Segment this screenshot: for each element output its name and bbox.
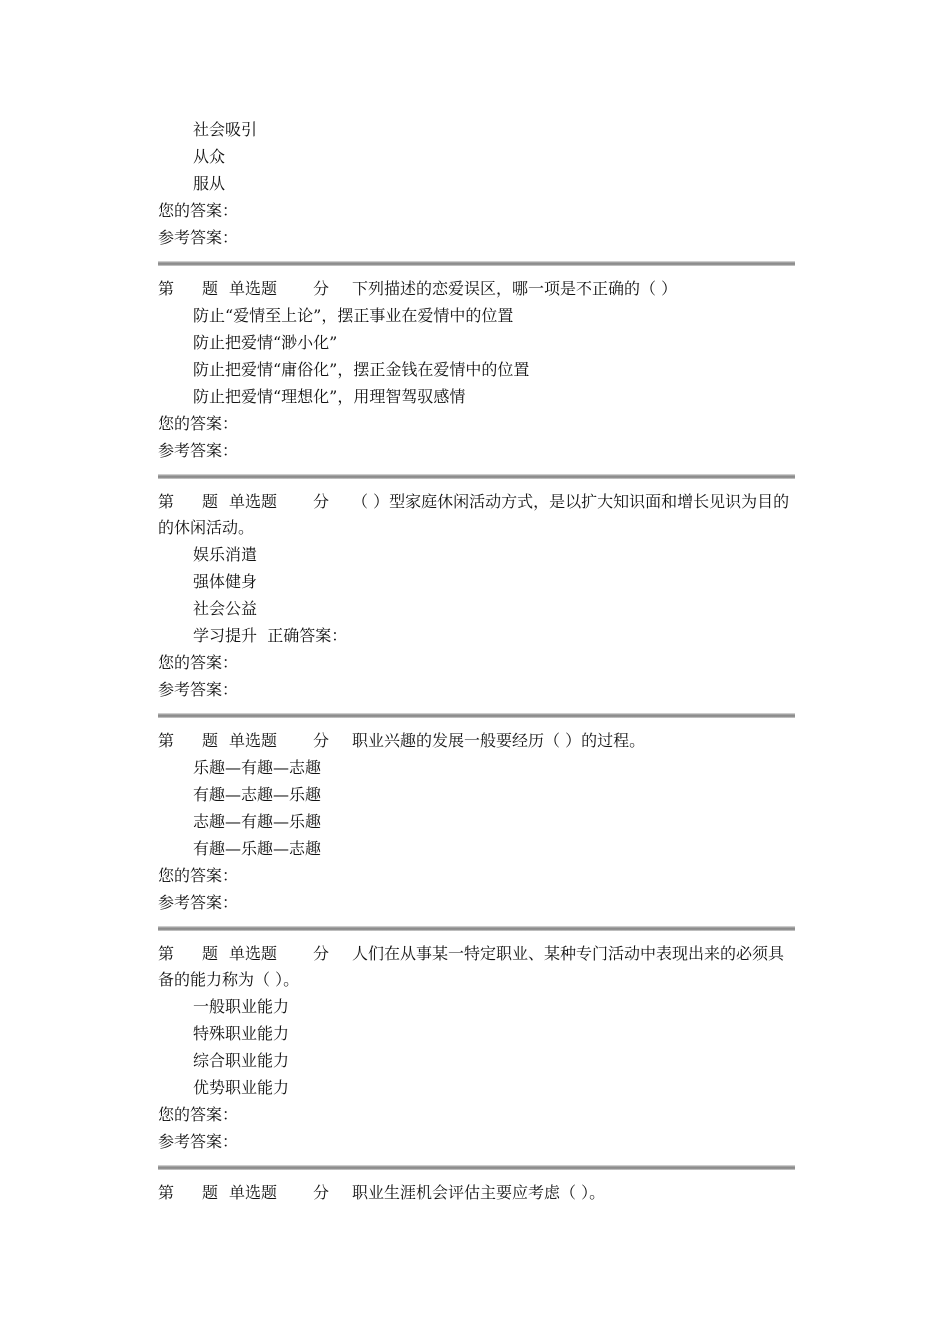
question-header	[158, 276, 795, 302]
question-type: 单选题	[229, 731, 278, 750]
question-suffix: 题	[202, 492, 219, 511]
divider	[158, 261, 795, 266]
quiz-page	[158, 116, 795, 1206]
option: 特殊职业能力	[193, 1024, 290, 1043]
option: 防止把爱情“理想化”，用理智驾驭感情	[193, 387, 466, 406]
option: 防止“爱情至上论”，摆正事业在爱情中的位置	[193, 306, 514, 325]
question-prefix: 第	[158, 1183, 175, 1202]
question-score: 分	[313, 944, 330, 963]
option: 强体健身	[193, 572, 258, 591]
question-header	[158, 941, 795, 993]
question-header	[158, 1180, 795, 1206]
option: 优势职业能力	[193, 1078, 290, 1097]
question-score: 分	[313, 492, 330, 511]
question-text: 职业兴趣的发展一般要经历（ ）的过程。	[352, 731, 646, 750]
your-answer-label: 您的答案：	[158, 414, 239, 433]
option: 从众	[193, 147, 226, 166]
divider	[158, 474, 795, 479]
question-type: 单选题	[229, 944, 278, 963]
option-with-correct-answer	[158, 622, 795, 649]
question-score: 分	[313, 1183, 330, 1202]
question-text: 人们在从事某一特定职业、某种专门活动中表现出来的必须具备的能力称为（ ）。	[158, 944, 785, 989]
question-score: 分	[313, 731, 330, 750]
question-type: 单选题	[229, 1183, 278, 1202]
question-prefix: 第	[158, 279, 175, 298]
option: 综合职业能力	[193, 1051, 290, 1070]
your-answer-label: 您的答案：	[158, 866, 239, 885]
question-suffix: 题	[202, 279, 219, 298]
option: 有趣—乐趣—志趣	[193, 839, 322, 858]
question-type: 单选题	[229, 279, 278, 298]
divider	[158, 713, 795, 718]
question-suffix: 题	[202, 944, 219, 963]
question-text: 职业生涯机会评估主要应考虑（ ）。	[352, 1183, 606, 1202]
your-answer-label: 您的答案：	[158, 1105, 239, 1124]
option: 服从	[193, 174, 226, 193]
question-score: 分	[313, 279, 330, 298]
reference-answer-label: 参考答案：	[158, 680, 239, 699]
question-suffix: 题	[202, 731, 219, 750]
divider	[158, 1165, 795, 1170]
option: 防止把爱情“庸俗化”，摆正金钱在爱情中的位置	[193, 360, 530, 379]
correct-answer-label: 正确答案：	[267, 626, 348, 645]
question-header	[158, 489, 795, 541]
your-answer-label: 您的答案：	[158, 653, 239, 672]
option: 社会公益	[193, 599, 258, 618]
reference-answer-label: 参考答案：	[158, 893, 239, 912]
option: 志趣—有趣—乐趣	[193, 812, 322, 831]
option: 学习提升	[193, 626, 258, 645]
reference-answer-label: 参考答案：	[158, 228, 239, 247]
option: 一般职业能力	[193, 997, 290, 1016]
question-prefix: 第	[158, 492, 175, 511]
your-answer-label: 您的答案：	[158, 201, 239, 220]
reference-answer-label: 参考答案：	[158, 1132, 239, 1151]
divider	[158, 926, 795, 931]
question-suffix: 题	[202, 1183, 219, 1202]
question-text: （ ）型家庭休闲活动方式，是以扩大知识面和增长见识为目的的休闲活动。	[158, 492, 790, 537]
question-text: 下列描述的恋爱误区，哪一项是不正确的（ ）	[352, 279, 678, 298]
option: 社会吸引	[193, 120, 258, 139]
option: 有趣—志趣—乐趣	[193, 785, 322, 804]
question-prefix: 第	[158, 731, 175, 750]
question-header	[158, 728, 795, 754]
question-type: 单选题	[229, 492, 278, 511]
question-prefix: 第	[158, 944, 175, 963]
option: 防止把爱情“渺小化”	[193, 333, 338, 352]
option: 乐趣—有趣—志趣	[193, 758, 322, 777]
reference-answer-label: 参考答案：	[158, 441, 239, 460]
option: 娱乐消遣	[193, 545, 258, 564]
